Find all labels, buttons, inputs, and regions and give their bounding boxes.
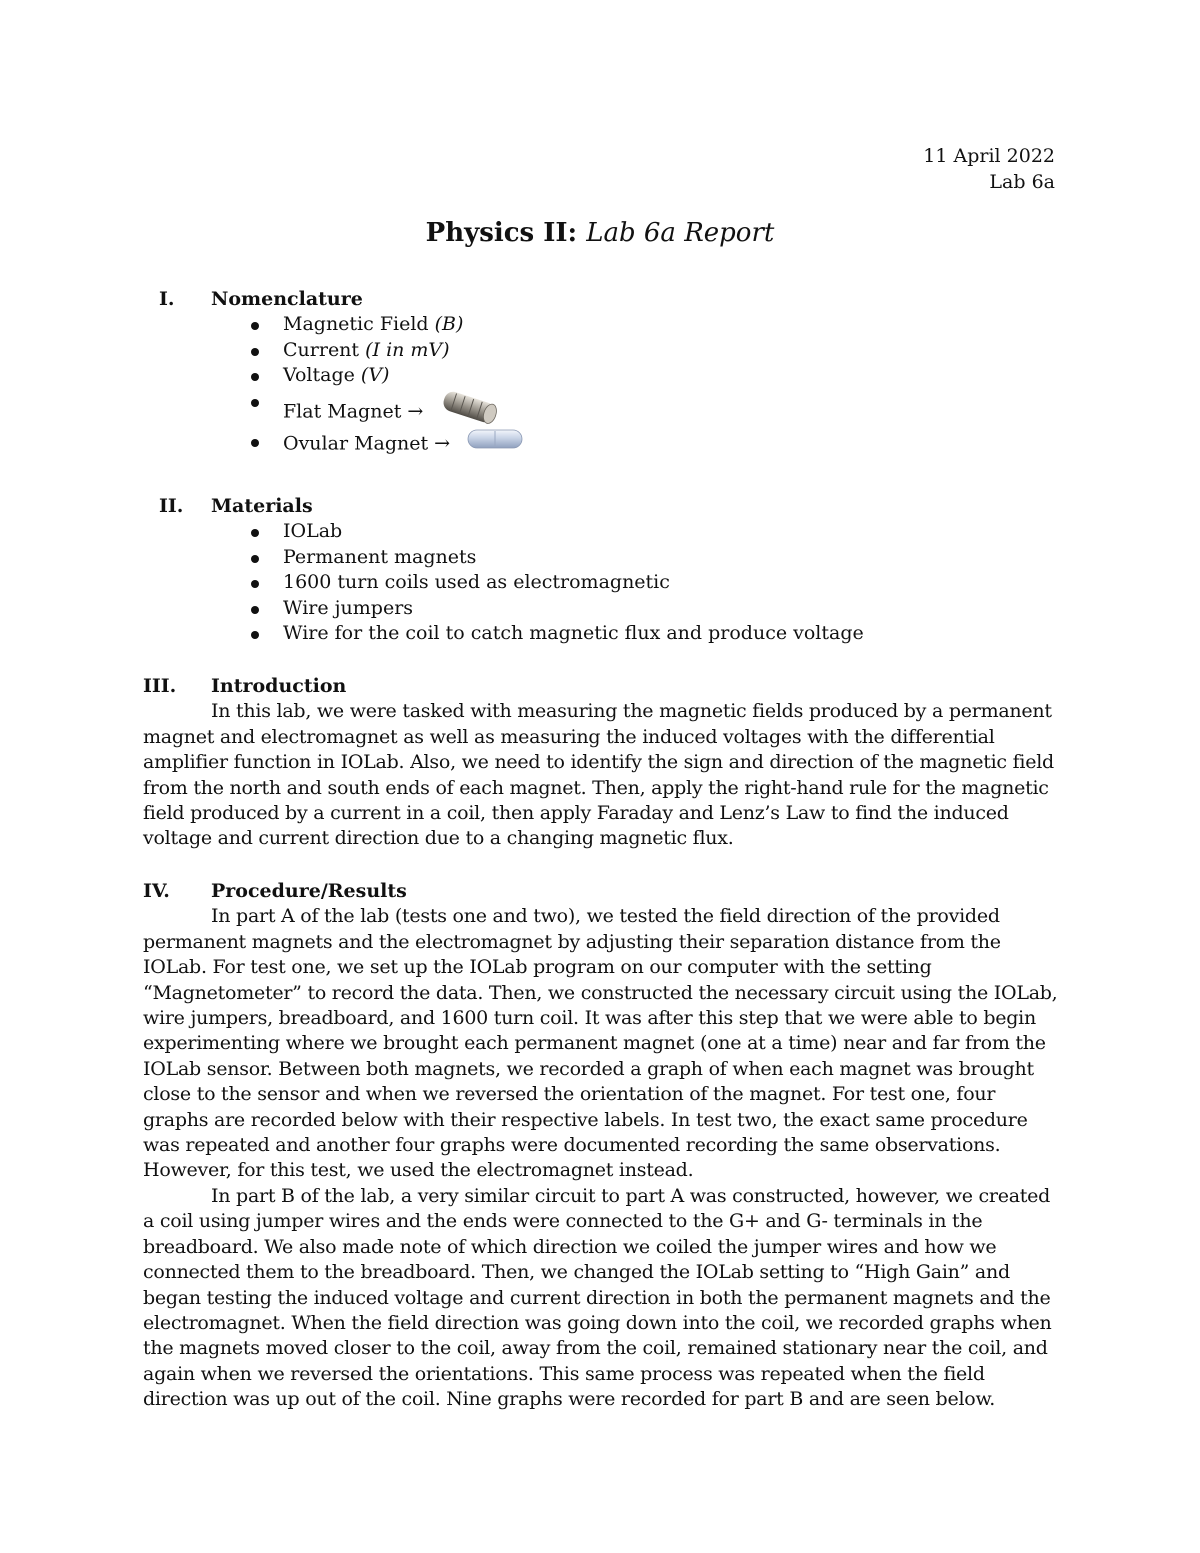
section-heading <box>143 287 1058 312</box>
list-item <box>249 312 1058 337</box>
procedure-paragraph-b: In part B of the lab, a very similar circuit to part A was constructed, however, we created a coil using jumper wires and the ends were connected to the G+ and G- terminals in the breadboard. We also made note of which direction we coiled the jumper wires and how we connected them to the breadboard. Then, we changed the IOLab setting to “High Gain” and began testing the induced voltage and current direction in both the permanent magnets and the electromagnet. When the field direction was going down into the coil, we recorded graphs when the magnets moved closer to the coil, away from the coil, remained stationary near the coil, and again when we reversed the orientations. This same process was repeated when the field direction was up out of the coil. Nine graphs were recorded for part B and are seen below. <box>143 1184 1052 1411</box>
introduction-paragraph: In this lab, we were tasked with measuring the magnetic fields produced by a permanent magnet and electromagnet as well as measuring the induced voltages with the differential amplifier function in IOLab. Also, we need to identify the sign and direction of the magnetic field from the north and south ends of each magnet. Then, apply the right-hand rule for the magnetic field produced by a current in a coil, then apply Faraday and Lenz’s Law to find the induced voltage and current direction due to a changing magnetic flux. <box>143 700 1054 850</box>
list-item: IOLab <box>249 519 1058 544</box>
item-text: Current <box>283 338 366 361</box>
section-introduction <box>143 674 1058 852</box>
page-title <box>0 218 1200 248</box>
list-item <box>249 429 1058 460</box>
section-title: Materials <box>211 495 313 517</box>
section-materials <box>143 494 1058 646</box>
item-text: Voltage <box>283 364 361 387</box>
section-title: Procedure/Results <box>211 880 407 902</box>
materials-list <box>143 519 1058 646</box>
list-item: Wire for the coil to catch magnetic flux and produce voltage <box>249 621 1058 646</box>
procedure-paragraph-a: In part A of the lab (tests one and two), we tested the field direction of the provided permanent magnets and the electromagnet by adjusting their separation distance from the IOLab. For test one, we set up the IOLab program on our computer with the setting “Magnetometer” to record the data. Then, we constructed the necessary circuit using the IOLab, wire jumpers, breadboard, and 1600 turn coil. It was after this step that we were able to begin experimenting where we brought each permanent magnet (one at a time) near and far from the IOLab sensor. Between both magnets, we recorded a graph of when each magnet was brought close to the sensor and when we reversed the orientation of the magnet. For test one, four graphs are recorded below with their respective labels. In test two, the exact same procedure was repeated and another four graphs were documented recording the same observations. However, for this test, we used the electromagnet instead. <box>143 905 1058 1182</box>
item-text: Flat Magnet → <box>283 400 424 423</box>
section-number: I. <box>159 288 175 310</box>
section-procedure <box>143 879 1058 1413</box>
date-text: 11 April 2022 <box>923 145 1055 167</box>
item-text: Ovular Magnet → <box>283 432 451 455</box>
item-symbol: (I in mV) <box>365 338 450 361</box>
section-heading <box>143 879 1058 904</box>
list-item: Permanent magnets <box>249 545 1058 570</box>
item-text: Magnetic Field <box>283 313 435 336</box>
section-heading <box>143 494 1058 519</box>
nomenclature-list <box>143 312 1058 460</box>
list-item: 1600 turn coils used as electromagnetic <box>249 570 1058 595</box>
list-item <box>249 363 1058 388</box>
section-number: II. <box>159 495 184 517</box>
title-italic: Lab 6a Report <box>586 218 775 248</box>
section-title: Nomenclature <box>211 288 363 310</box>
ovular-magnet-image <box>466 427 524 458</box>
item-symbol: (V) <box>360 364 390 387</box>
section-number: IV. <box>143 880 170 902</box>
lab-label: Lab 6a <box>989 171 1055 193</box>
section-nomenclature <box>143 287 1058 460</box>
title-main: Physics II: <box>425 218 587 248</box>
list-item <box>249 389 1058 429</box>
list-item: Wire jumpers <box>249 596 1058 621</box>
item-symbol: (B) <box>434 313 464 336</box>
section-number: III. <box>143 675 177 697</box>
section-heading <box>143 674 1058 699</box>
header-block <box>923 143 1055 195</box>
section-title: Introduction <box>211 675 347 697</box>
list-item <box>249 338 1058 363</box>
